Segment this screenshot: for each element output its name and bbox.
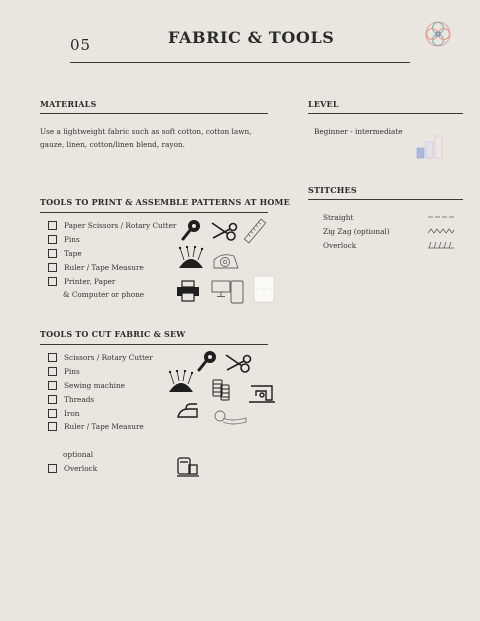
checkbox[interactable] — [48, 422, 57, 431]
checklist-label: Iron — [64, 408, 80, 418]
rotary-cutter-icon — [180, 219, 202, 241]
printer-icon — [176, 280, 200, 302]
sew-tools-divider — [40, 344, 268, 345]
checklist-label: Tape — [64, 248, 82, 258]
overlock-machine-icon — [176, 456, 200, 478]
checklist-label: Overlock — [64, 464, 98, 474]
stitch-label: Straight — [323, 212, 354, 222]
checklist-label: Pins — [64, 235, 80, 245]
checklist-item[interactable] — [48, 462, 97, 476]
optional-tools — [48, 448, 97, 476]
checklist-item[interactable] — [48, 420, 153, 434]
checkbox[interactable] — [48, 263, 57, 272]
stitches-heading: STITCHES — [308, 185, 357, 195]
checkbox[interactable] — [48, 249, 57, 258]
checklist-item[interactable] — [48, 274, 176, 288]
stitch-label: Overlock — [323, 240, 357, 250]
checklist-item[interactable] — [48, 365, 153, 379]
level-heading: LEVEL — [308, 99, 339, 109]
paper-sheets-icon — [253, 275, 275, 303]
materials-divider — [40, 113, 268, 114]
tape-measure-icon — [212, 408, 248, 426]
stitches-divider — [308, 199, 463, 200]
thread-spools-icon — [210, 376, 232, 404]
checklist-label: Threads — [64, 394, 95, 404]
tape-dispenser-icon — [212, 250, 240, 270]
checklist-item[interactable] — [48, 379, 153, 393]
materials-heading: MATERIALS — [40, 99, 97, 109]
sew-tools-checklist — [48, 351, 153, 434]
stitch-row-zigzag — [323, 224, 455, 238]
print-tools-checklist — [48, 219, 176, 302]
checkbox[interactable] — [48, 235, 57, 244]
pincushion-icon — [176, 246, 206, 270]
scissors-icon — [210, 220, 238, 242]
checklist-item[interactable] — [48, 392, 153, 406]
checkbox[interactable] — [48, 395, 57, 404]
checkbox[interactable] — [48, 367, 57, 376]
checklist-item[interactable] — [48, 247, 176, 261]
print-tools-heading: TOOLS TO PRINT & ASSEMBLE PATTERNS AT HOME — [40, 197, 290, 207]
sew-tools-heading: TOOLS TO CUT FABRIC & SEW — [40, 329, 186, 339]
sewing-machine-icon — [248, 382, 276, 404]
checkbox[interactable] — [48, 277, 57, 286]
iron-icon — [176, 402, 200, 420]
ruler-icon — [243, 218, 267, 244]
phone-icon — [230, 280, 244, 304]
stitch-label: Zig Zag (optional) — [323, 226, 390, 236]
page-title: FABRIC & TOOLS — [168, 28, 335, 47]
checkbox[interactable] — [48, 221, 57, 230]
checklist-continuation: & Computer or phone — [63, 290, 145, 300]
checklist-item[interactable] — [48, 351, 153, 365]
checkbox[interactable] — [48, 464, 57, 473]
stitch-row-straight — [323, 210, 455, 224]
checklist-label: Ruler / Tape Measure — [64, 262, 144, 272]
faint-page-mark: 1/2 — [322, 446, 332, 453]
checklist-label: Ruler / Tape Measure — [64, 422, 144, 432]
optional-label: optional — [63, 450, 94, 460]
zigzag-stitch-icon — [427, 227, 455, 235]
checklist-label: Printer, Paper — [64, 276, 116, 286]
level-bars-icon — [416, 134, 444, 160]
checklist-label: Sewing machine — [64, 380, 125, 390]
checklist-item[interactable] — [48, 406, 153, 420]
rotary-cutter-icon — [196, 350, 218, 372]
pincushion-icon — [166, 370, 196, 394]
level-value: Beginner - intermediate — [314, 127, 403, 136]
materials-text: Use a lightweight fabric such as soft cotton, cotton lawn, gauze, linen, cotton/linen blend, rayon. — [40, 127, 252, 149]
stitch-row-overlock — [323, 238, 455, 252]
checklist-item[interactable] — [48, 219, 176, 233]
straight-stitch-icon — [427, 214, 455, 220]
checkbox[interactable] — [48, 381, 57, 390]
checklist-item[interactable] — [48, 260, 176, 274]
overlock-stitch-icon — [427, 241, 455, 249]
checklist-label: Paper Scissors / Rotary Cutter — [64, 221, 177, 231]
checklist-label: Scissors / Rotary Cutter — [64, 353, 153, 363]
print-tools-divider — [40, 212, 268, 213]
scissors-icon — [224, 352, 252, 374]
checkbox[interactable] — [48, 353, 57, 362]
checklist-item[interactable] — [48, 233, 176, 247]
checkbox[interactable] — [48, 409, 57, 418]
page-number: 05 — [70, 36, 92, 54]
brand-logo-icon — [424, 20, 452, 48]
header-divider — [70, 62, 410, 63]
stitch-list — [323, 210, 455, 252]
computer-monitor-icon — [211, 280, 231, 298]
checklist-label: Pins — [64, 367, 80, 377]
level-divider — [308, 113, 463, 114]
